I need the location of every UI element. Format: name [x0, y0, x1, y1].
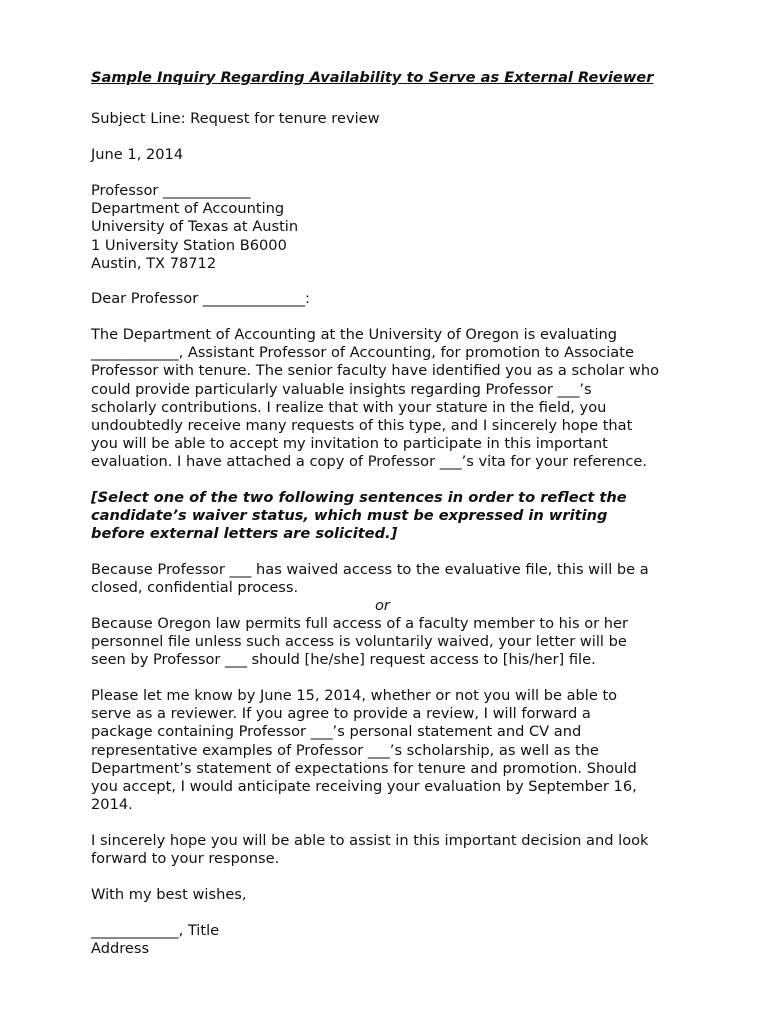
signature-address: Address	[91, 940, 150, 958]
paragraph-line: seen by Professor ___ should [he/she] request access to [his/her] file.	[91, 651, 596, 669]
paragraph-line: Professor with tenure. The senior faculty have identified you as a scholar who	[91, 362, 660, 380]
instruction-line: candidate’s waiver status, which must be expressed in writing	[91, 507, 608, 525]
paragraph-line: you accept, I would anticipate receiving your evaluation by September 16,	[91, 778, 637, 796]
paragraph-line: The Department of Accounting at the University of Oregon is evaluating	[91, 326, 618, 343]
signoff: With my best wishes,	[91, 886, 247, 903]
request-paragraph	[91, 687, 691, 814]
address-line: 1 University Station B6000	[91, 236, 287, 254]
subject-line: Subject Line: Request for tenure review	[91, 110, 380, 127]
paragraph-line: evaluation. I have attached a copy of Professor ___’s vita for your reference.	[91, 453, 647, 471]
document-title: Sample Inquiry Regarding Availability to Serve as External Reviewer	[91, 69, 654, 86]
paragraph-line: Please let me know by June 15, 2014, whether or not you will be able to	[91, 687, 618, 704]
instruction-note	[91, 489, 691, 544]
paragraph-line: you will be able to accept my invitation to participate in this important	[91, 435, 608, 453]
address-line: Department of Accounting	[91, 200, 285, 218]
closing-paragraph	[91, 832, 691, 868]
paragraph-line: package containing Professor ___’s personal statement and CV and	[91, 723, 582, 741]
address-line: Professor ____________	[91, 182, 251, 199]
paragraph-line: 2014.	[91, 796, 133, 814]
paragraph-line: undoubtedly receive many requests of this type, and I sincerely hope that	[91, 417, 633, 435]
instruction-line: before external letters are solicited.]	[91, 525, 398, 543]
paragraph-line: forward to your response.	[91, 850, 280, 868]
recipient-address	[91, 182, 691, 273]
paragraph-line: serve as a reviewer. If you agree to provide a review, I will forward a	[91, 705, 591, 723]
paragraph-line: personnel file unless such access is voluntarily waived, your letter will be	[91, 633, 627, 651]
paragraph-line: ____________, Assistant Professor of Accounting, for promotion to Associate	[91, 344, 634, 362]
or-separator: or	[375, 597, 390, 614]
intro-paragraph	[91, 326, 691, 472]
paragraph-line: Department’s statement of expectations for tenure and promotion. Should	[91, 759, 637, 777]
address-line: University of Texas at Austin	[91, 218, 299, 236]
letter-date: June 1, 2014	[91, 146, 184, 163]
paragraph-line: could provide particularly valuable insights regarding Professor ___’s	[91, 380, 592, 398]
paragraph-line: closed, confidential process.	[91, 579, 299, 597]
salutation: Dear Professor ______________:	[91, 290, 310, 307]
signature-block	[91, 922, 691, 958]
paragraph-line: scholarly contributions. I realize that with your stature in the field, you	[91, 398, 607, 416]
option-b-paragraph	[91, 615, 691, 670]
option-a-paragraph	[91, 561, 691, 597]
instruction-line: [Select one of the two following sentences in order to reflect the	[91, 489, 627, 506]
paragraph-line: Because Professor ___ has waived access to the evaluative file, this will be a	[91, 561, 649, 578]
paragraph-line: Because Oregon law permits full access of a faculty member to his or her	[91, 615, 629, 632]
paragraph-line: I sincerely hope you will be able to assist in this important decision and look	[91, 832, 649, 849]
signature-name-title: ____________, Title	[91, 922, 220, 939]
paragraph-line: representative examples of Professor ___’s scholarship, as well as the	[91, 741, 599, 759]
address-line: Austin, TX 78712	[91, 254, 217, 272]
